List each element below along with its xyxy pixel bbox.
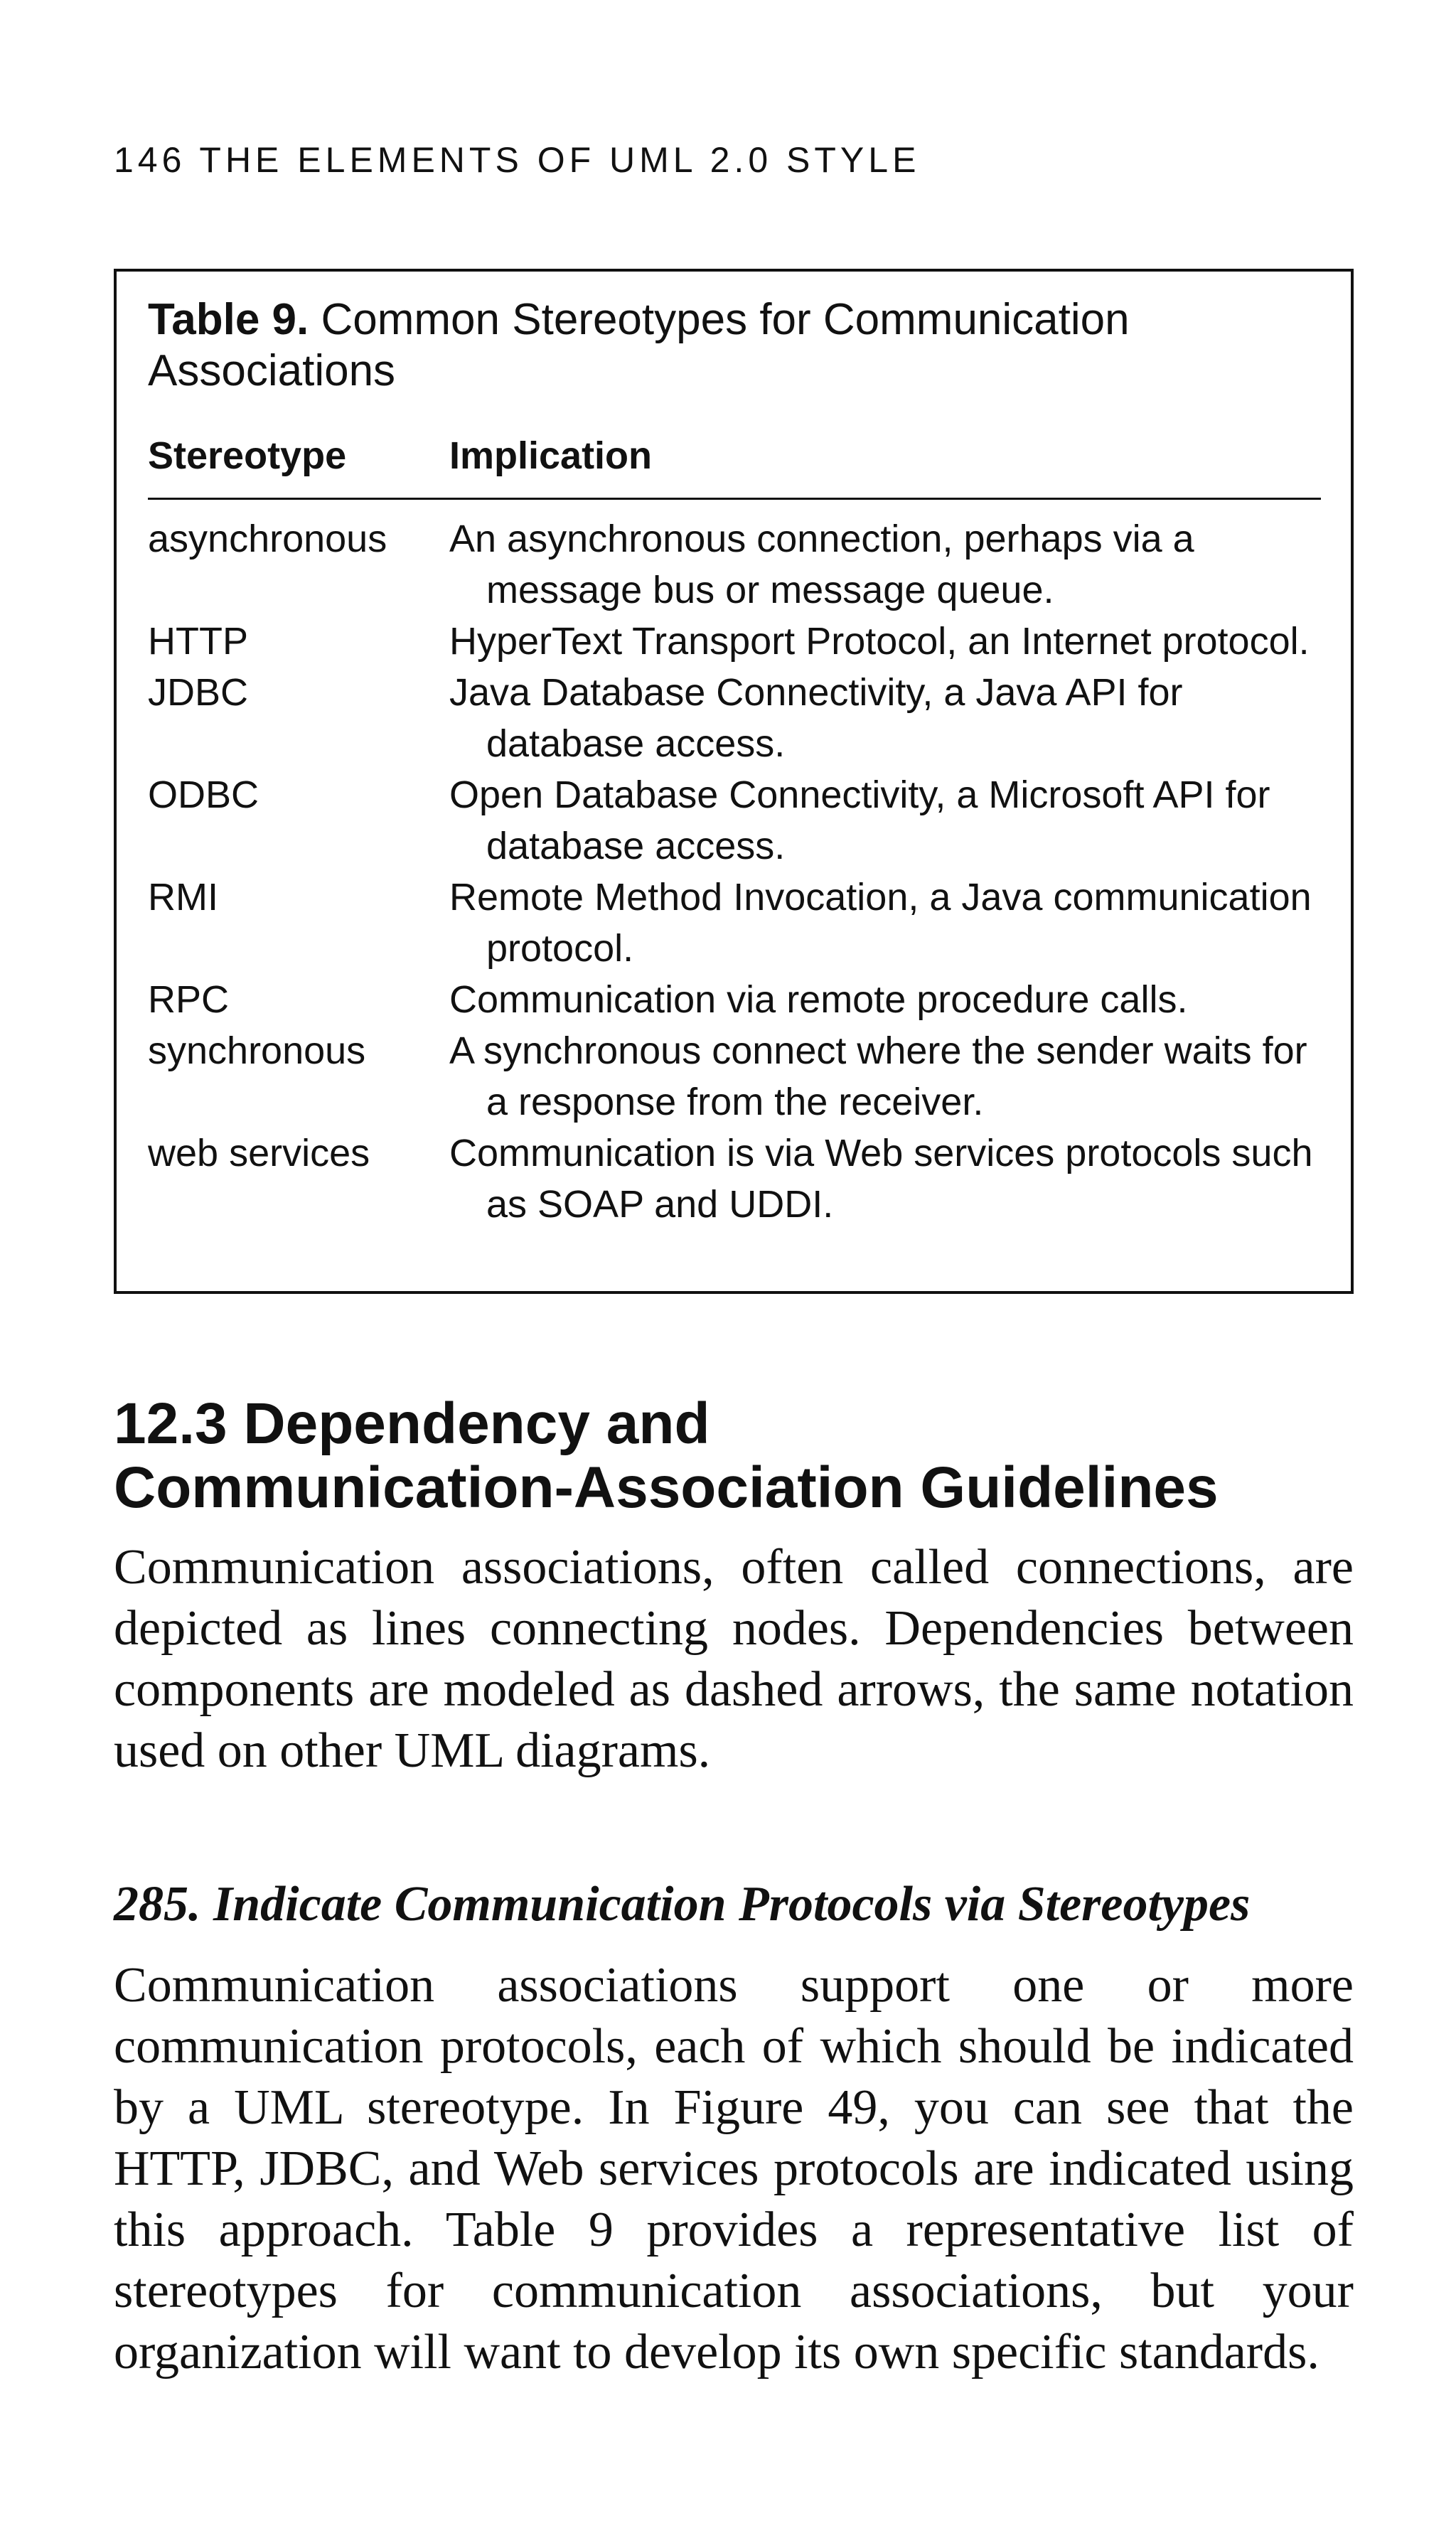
table-row — [148, 1128, 1328, 1230]
table-row — [148, 616, 1328, 667]
header-divider — [148, 498, 1321, 500]
implication-cell: Open Database Connectivity, a Microsoft API for database access. — [449, 774, 1270, 867]
column-header-stereotype: Stereotype — [148, 434, 347, 477]
stereotype-cell: synchronous — [148, 1029, 366, 1072]
implication-cell: An asynchronous connection, perhaps via a message bus or message queue. — [449, 518, 1194, 611]
stereotype-cell: RPC — [148, 978, 230, 1021]
stereotype-cell: ODBC — [148, 774, 259, 816]
section-heading: 12.3 Dependency and Communication-Association Guidelines — [114, 1391, 1219, 1520]
implication-cell: A synchronous connect where the sender waits for a response from the receiver. — [449, 1029, 1307, 1123]
table-caption — [148, 294, 1300, 397]
implication-cell: Remote Method Invocation, a Java communication protocol. — [449, 876, 1312, 970]
implication-cell: Communication is via Web services protocols such as SOAP and UDDI. — [449, 1132, 1313, 1226]
column-header-implication: Implication — [449, 434, 653, 477]
guideline-paragraph: Communication associations support one or more communication protocols, each of which should be indicated by a UML stereotype. In Figure 49, you can see that the HTTP, JDBC, and Web services protocols are indicated using this approach. Table 9 provides a representative list of stereotypes for communication associations, but your organization will want to develop its own specific standards. — [114, 1958, 1354, 2380]
table-label: Table 9. — [148, 295, 309, 344]
table-row — [148, 1025, 1328, 1128]
implication-cell: Java Database Connectivity, a Java API for database access. — [449, 671, 1183, 765]
table-row — [148, 769, 1328, 872]
table-row — [148, 513, 1328, 616]
stereotype-table — [114, 269, 1354, 1294]
section-paragraph: Communication associations, often called connections, are depicted as lines connecting nodes. Dependencies between components are modeled as dashed arrows, the same notation used on other UML diagrams. — [114, 1540, 1354, 1778]
stereotype-cell: asynchronous — [148, 518, 387, 560]
stereotype-cell: RMI — [148, 876, 218, 919]
implication-cell: HyperText Transport Protocol, an Internet protocol. — [449, 620, 1310, 663]
stereotype-cell: HTTP — [148, 620, 248, 663]
guideline-heading: 285. Indicate Communication Protocols via Stereotypes — [114, 1877, 1251, 1932]
table-row — [148, 974, 1328, 1025]
stereotype-cell: JDBC — [148, 671, 249, 714]
table-row — [148, 872, 1328, 974]
stereotype-cell: web services — [148, 1132, 370, 1174]
table-body — [148, 513, 1328, 1230]
table-row — [148, 667, 1328, 769]
running-head: 146 THE ELEMENTS OF UML 2.0 STYLE — [114, 140, 921, 180]
implication-cell: Communication via remote procedure calls. — [449, 978, 1188, 1021]
table-title: Common Stereotypes for Communication Associations — [148, 295, 1130, 395]
